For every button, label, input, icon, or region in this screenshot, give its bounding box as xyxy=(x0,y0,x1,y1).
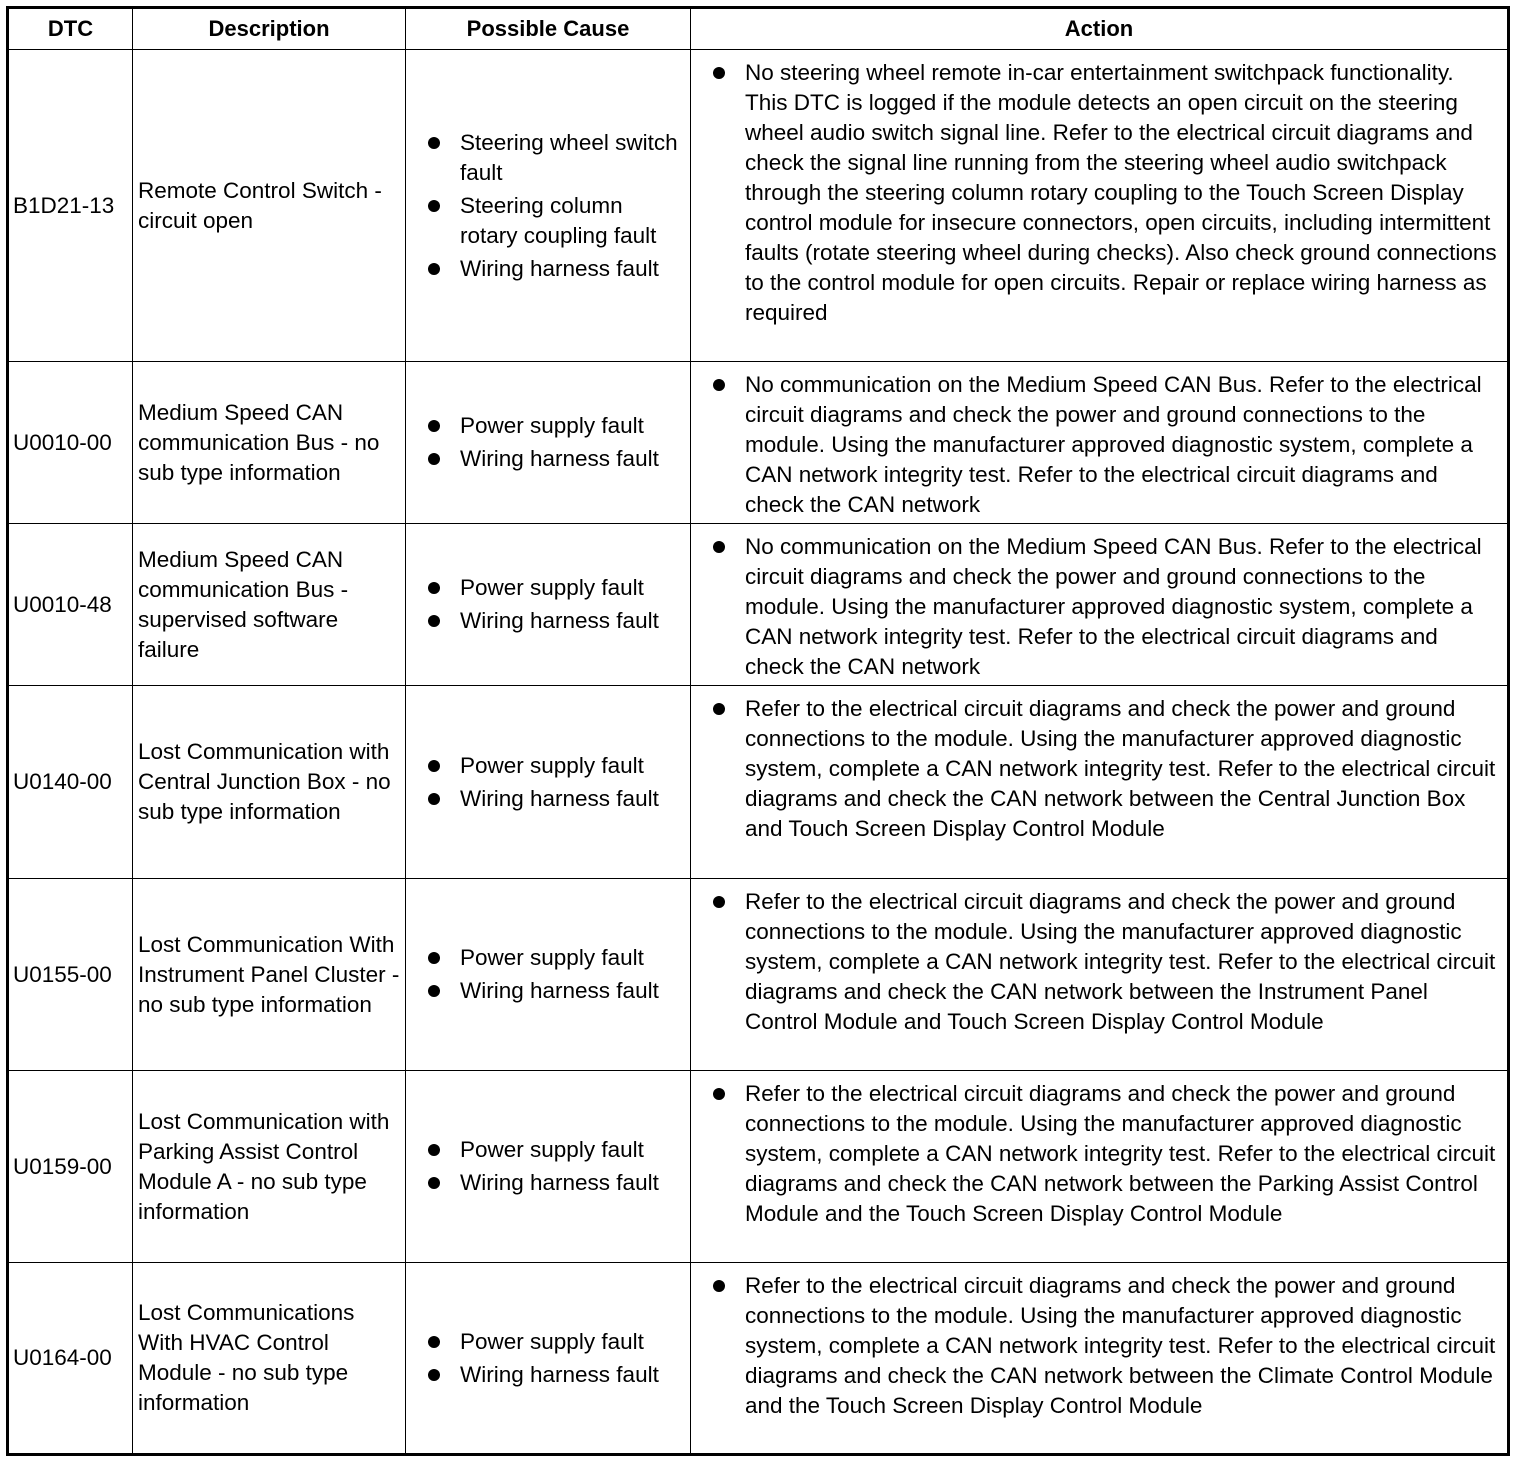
table-row xyxy=(8,879,1509,1071)
cause-item: Power supply fault xyxy=(428,1135,686,1165)
bullet-icon xyxy=(428,1177,440,1189)
action-cell xyxy=(691,879,1509,1071)
possible-cause-cell xyxy=(406,686,691,879)
dtc-description: Lost Communication With Instrument Panel Cluster - no sub type information xyxy=(133,879,406,1071)
dtc-code: U0010-48 xyxy=(8,524,133,686)
action-item: Refer to the electrical circuit diagrams and check the power and ground connections to the module. Using the manufacturer approved diagnostic system, complete a CAN network integrity test. Refer to the electrical circuit diagrams and check the CAN network between the Instrument Panel Control Module and Touch Screen Display Control Module xyxy=(713,887,1501,1037)
action-item: Refer to the electrical circuit diagrams and check the power and ground connections to the module. Using the manufacturer approved diagnostic system, complete a CAN network integrity test. Refer to the electrical circuit diagrams and check the CAN network between the Climate Control Module and the Touch Screen Display Control Module xyxy=(713,1271,1501,1421)
bullet-icon xyxy=(428,793,440,805)
bullet-icon xyxy=(428,1336,440,1348)
dtc-code: U0155-00 xyxy=(8,879,133,1071)
action-cell xyxy=(691,50,1509,362)
action-list xyxy=(713,1271,1501,1421)
table-row xyxy=(8,362,1509,524)
table-row xyxy=(8,1071,1509,1263)
bullet-icon xyxy=(428,263,440,275)
bullet-icon xyxy=(428,200,440,212)
bullet-icon xyxy=(428,1144,440,1156)
action-list xyxy=(713,370,1501,520)
action-list xyxy=(713,694,1501,844)
possible-cause-cell xyxy=(406,50,691,362)
possible-cause-cell xyxy=(406,1263,691,1455)
cause-item: Wiring harness fault xyxy=(428,1168,686,1198)
cause-item: Wiring harness fault xyxy=(428,784,686,814)
header-dtc: DTC xyxy=(8,8,133,50)
bullet-icon xyxy=(713,379,725,391)
dtc-description: Lost Communication with Central Junction Box - no sub type information xyxy=(133,686,406,879)
action-item: No communication on the Medium Speed CAN Bus. Refer to the electrical circuit diagrams and check the power and ground connections to the module. Using the manufacturer approved diagnostic system, complete a CAN network integrity test. Refer to the electrical circuit diagrams and check the CAN network xyxy=(713,370,1501,520)
action-cell xyxy=(691,686,1509,879)
table-row xyxy=(8,686,1509,879)
bullet-icon xyxy=(428,985,440,997)
possible-cause-cell xyxy=(406,362,691,524)
bullet-icon xyxy=(428,453,440,465)
bullet-icon xyxy=(713,896,725,908)
bullet-icon xyxy=(713,541,725,553)
bullet-icon xyxy=(713,1280,725,1292)
cause-list xyxy=(428,751,686,814)
bullet-icon xyxy=(428,760,440,772)
action-list xyxy=(713,58,1501,328)
bullet-icon xyxy=(428,582,440,594)
action-item: No communication on the Medium Speed CAN Bus. Refer to the electrical circuit diagrams and check the power and ground connections to the module. Using the manufacturer approved diagnostic system, complete a CAN network integrity test. Refer to the electrical circuit diagrams and check the CAN network xyxy=(713,532,1501,682)
dtc-table-container xyxy=(6,6,1506,1456)
table-row xyxy=(8,524,1509,686)
dtc-description: Remote Control Switch - circuit open xyxy=(133,50,406,362)
cause-item: Power supply fault xyxy=(428,1327,686,1357)
bullet-icon xyxy=(713,1088,725,1100)
cause-list xyxy=(428,1327,686,1390)
dtc-table xyxy=(6,6,1510,1456)
bullet-icon xyxy=(428,952,440,964)
cause-item: Wiring harness fault xyxy=(428,606,686,636)
action-item: Refer to the electrical circuit diagrams and check the power and ground connections to the module. Using the manufacturer approved diagnostic system, complete a CAN network integrity test. Refer to the electrical circuit diagrams and check the CAN network between the Parking Assist Control Module and the Touch Screen Display Control Module xyxy=(713,1079,1501,1229)
cause-item: Wiring harness fault xyxy=(428,254,686,284)
action-cell xyxy=(691,362,1509,524)
cause-list xyxy=(428,411,686,474)
cause-item: Power supply fault xyxy=(428,751,686,781)
possible-cause-cell xyxy=(406,524,691,686)
dtc-code: U0010-00 xyxy=(8,362,133,524)
action-cell xyxy=(691,524,1509,686)
table-row xyxy=(8,1263,1509,1455)
cause-list xyxy=(428,1135,686,1198)
dtc-description: Medium Speed CAN communication Bus - no sub type information xyxy=(133,362,406,524)
table-header-row xyxy=(8,8,1509,50)
dtc-description: Lost Communication with Parking Assist Control Module A - no sub type information xyxy=(133,1071,406,1263)
cause-list xyxy=(428,943,686,1006)
action-cell xyxy=(691,1071,1509,1263)
dtc-code: U0140-00 xyxy=(8,686,133,879)
cause-list xyxy=(428,128,686,284)
cause-item: Power supply fault xyxy=(428,573,686,603)
header-action: Action xyxy=(691,8,1509,50)
dtc-code: U0159-00 xyxy=(8,1071,133,1263)
cause-item: Steering wheel switch fault xyxy=(428,128,686,188)
action-list xyxy=(713,532,1501,682)
possible-cause-cell xyxy=(406,879,691,1071)
dtc-description: Lost Communications With HVAC Control Module - no sub type information xyxy=(133,1263,406,1455)
bullet-icon xyxy=(713,703,725,715)
bullet-icon xyxy=(428,420,440,432)
dtc-code: B1D21-13 xyxy=(8,50,133,362)
action-item: No steering wheel remote in-car entertainment switchpack functionality. This DTC is logged if the module detects an open circuit on the steering wheel audio switch signal line. Refer to the electrical circuit diagrams and check the signal line running from the steering wheel audio switchpack through the steering column rotary coupling to the Touch Screen Display control module for insecure connectors, open circuits, including intermittent faults (rotate steering wheel during checks). Also check ground connections to the control module for open circuits. Repair or replace wiring harness as required xyxy=(713,58,1501,328)
bullet-icon xyxy=(428,615,440,627)
cause-item: Steering column rotary coupling fault xyxy=(428,191,686,251)
action-item: Refer to the electrical circuit diagrams and check the power and ground connections to the module. Using the manufacturer approved diagnostic system, complete a CAN network integrity test. Refer to the electrical circuit diagrams and check the CAN network between the Central Junction Box and Touch Screen Display Control Module xyxy=(713,694,1501,844)
possible-cause-cell xyxy=(406,1071,691,1263)
action-cell xyxy=(691,1263,1509,1455)
dtc-code: U0164-00 xyxy=(8,1263,133,1455)
header-description: Description xyxy=(133,8,406,50)
bullet-icon xyxy=(713,67,725,79)
cause-list xyxy=(428,573,686,636)
cause-item: Power supply fault xyxy=(428,411,686,441)
bullet-icon xyxy=(428,137,440,149)
action-list xyxy=(713,1079,1501,1229)
cause-item: Wiring harness fault xyxy=(428,976,686,1006)
table-row xyxy=(8,50,1509,362)
action-list xyxy=(713,887,1501,1037)
header-possible-cause: Possible Cause xyxy=(406,8,691,50)
bullet-icon xyxy=(428,1369,440,1381)
dtc-description: Medium Speed CAN communication Bus - supervised software failure xyxy=(133,524,406,686)
cause-item: Power supply fault xyxy=(428,943,686,973)
cause-item: Wiring harness fault xyxy=(428,444,686,474)
cause-item: Wiring harness fault xyxy=(428,1360,686,1390)
